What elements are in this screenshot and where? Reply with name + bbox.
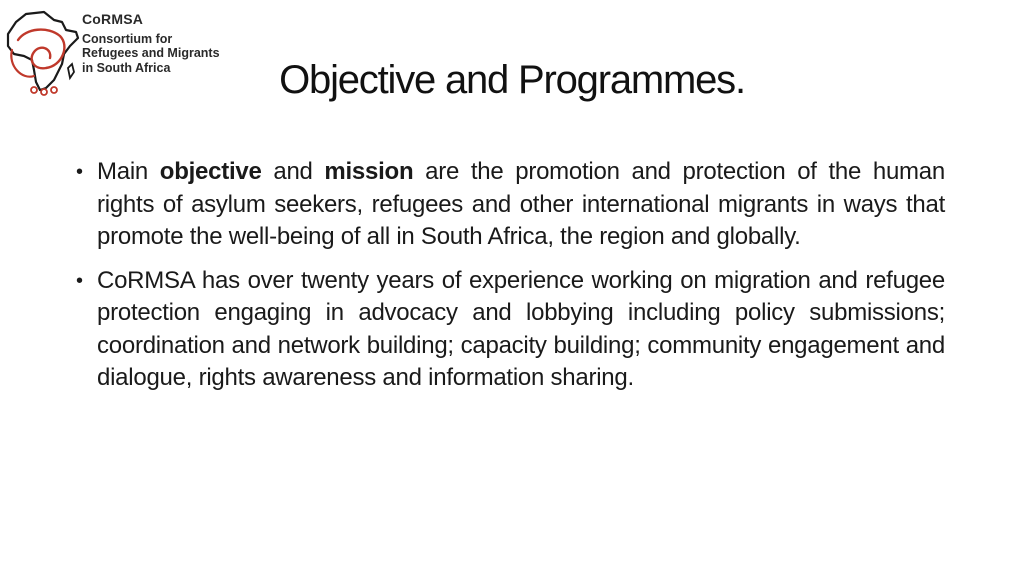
bullet-text-part: are the promotion and protection of the human rights of asylum seekers, refugees and other international migrants in ways that promote the well-being of all in South Africa, the region and globally. xyxy=(97,158,945,250)
bullet-glyph: • xyxy=(76,161,83,183)
slide-title: Objective and Programmes. xyxy=(279,58,745,102)
bullet-bold-mission: mission xyxy=(324,158,414,185)
logo-line-1: Consortium for xyxy=(82,31,173,46)
bullet-text: CoRMSA has over twenty years of experience working on migration and refugee protection engaging in advocacy and lobbying including policy submissions; coordination and network building; capacity building; community engagement and dialogue, rights awareness and information sharing. xyxy=(97,266,945,391)
bullet-text-part: and xyxy=(261,158,325,185)
logo-line-3: in South Africa xyxy=(82,60,171,75)
bullet-objective xyxy=(75,156,945,254)
logo-line-2: Refugees and Migrants xyxy=(82,46,220,60)
bullet-text-part: Main xyxy=(97,158,160,185)
bullet-bold-objective: objective xyxy=(159,158,262,185)
logo-name: CoRMSA xyxy=(82,11,144,27)
bullet-glyph: • xyxy=(76,269,83,292)
bullet-list xyxy=(75,156,945,406)
bullet-experience xyxy=(75,265,945,395)
